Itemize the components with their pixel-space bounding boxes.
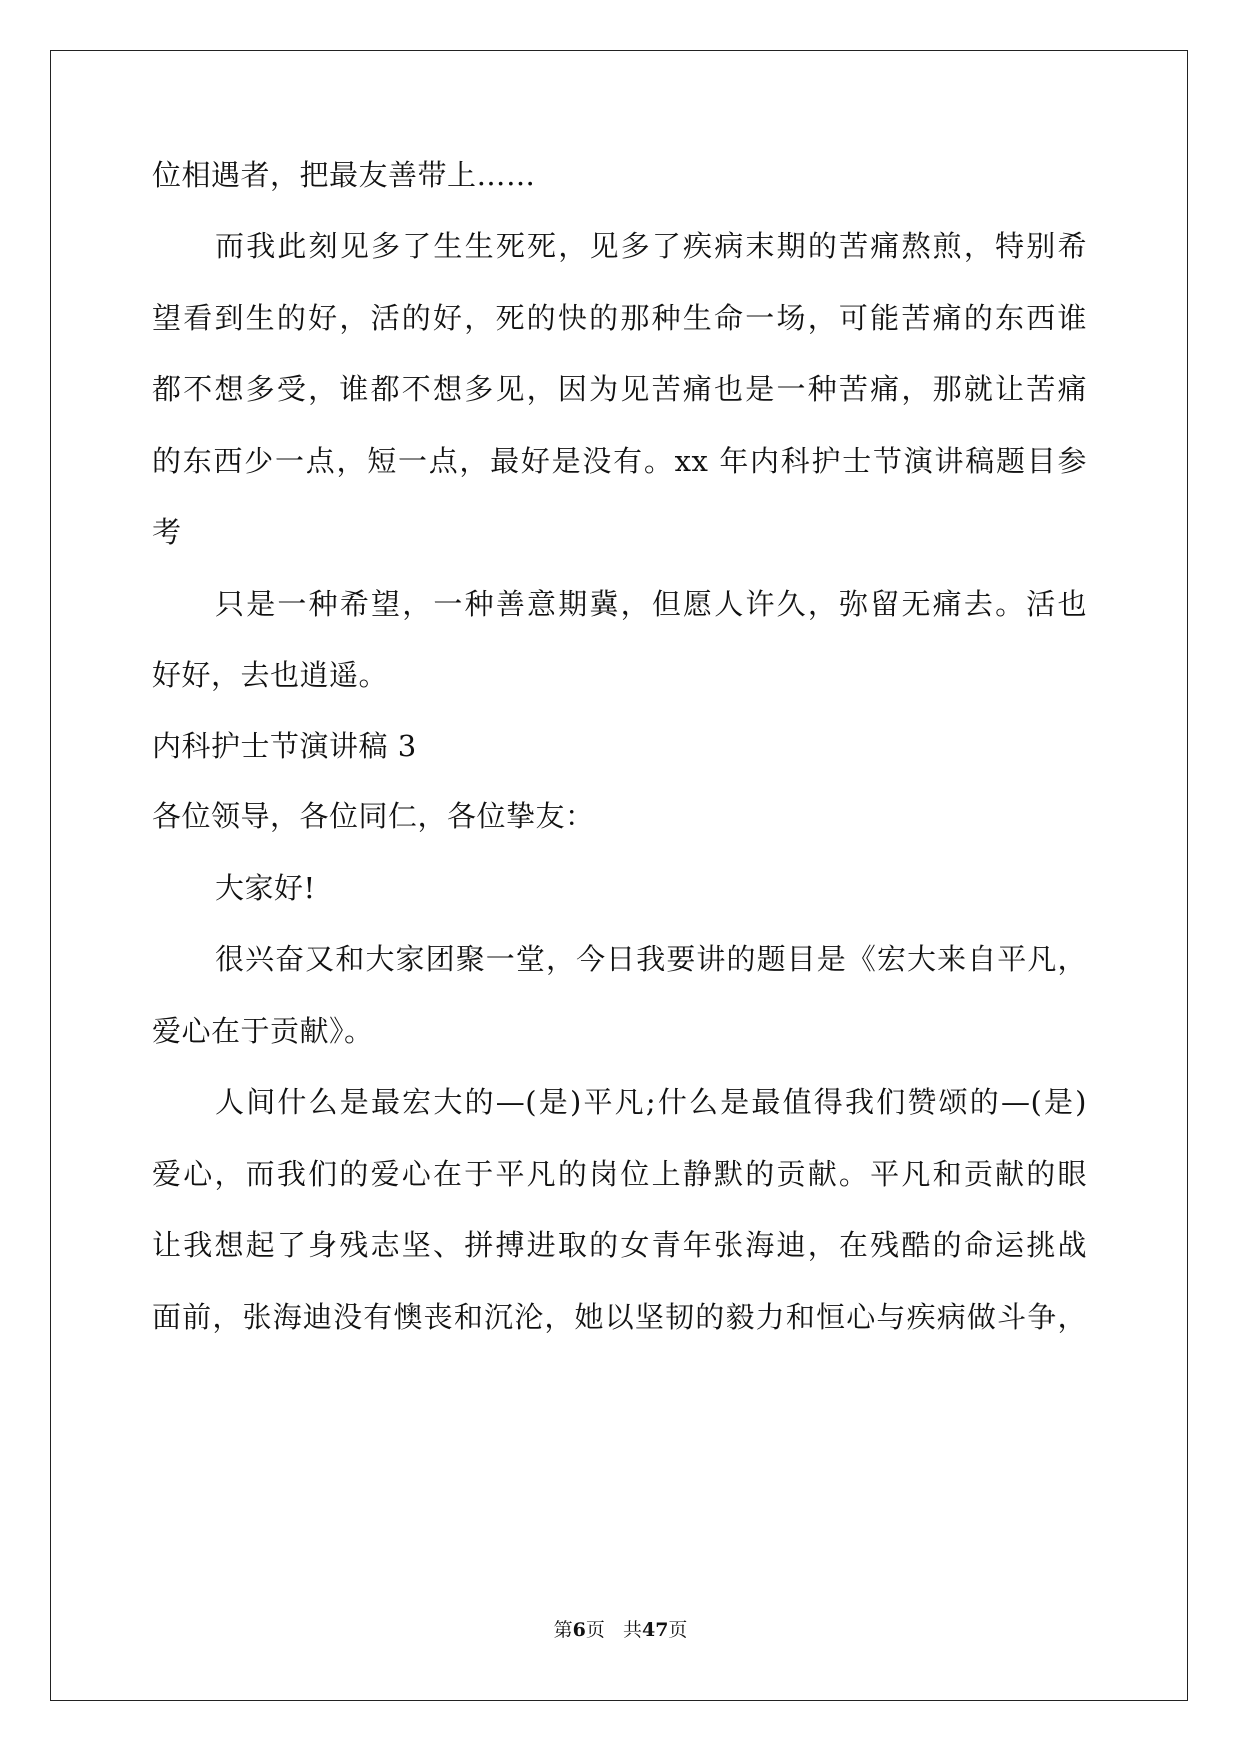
greeting: 大家好! (215, 871, 316, 905)
body-line-17: 面前，张海迪没有懊丧和沉沦，她以坚韧的毅力和恒心与疾病做斗争， (152, 1300, 1087, 1334)
body-line-6: 考 (152, 515, 182, 549)
current-page-number: 6 (572, 1619, 586, 1641)
salutation: 各位领导，各位同仁，各位挚友： (152, 799, 595, 833)
body-line-3: 望看到生的好，活的好，死的快的那种生命一场，可能苦痛的东西谁 (152, 301, 1087, 335)
body-line-7: 只是一种希望，一种善意期冀，但愿人许久，弥留无痛去。活也 (215, 587, 1087, 621)
body-line-14: 人间什么是最宏大的—(是)平凡;什么是最值得我们赞颂的—(是) (215, 1085, 1087, 1119)
section-heading: 内科护士节演讲稿 3 (152, 729, 417, 763)
body-line-12: 很兴奋又和大家团聚一堂，今日我要讲的题目是《宏大来自平凡， (215, 942, 1087, 976)
body-line-1: 位相遇者，把最友善带上…… (152, 158, 536, 192)
footer-total-suffix: 页 (668, 1619, 688, 1641)
footer-page-suffix: 页 (585, 1619, 605, 1641)
body-line-15: 爱心，而我们的爱心在于平凡的岗位上静默的贡献。平凡和贡献的眼 (152, 1157, 1087, 1191)
total-pages-number: 47 (641, 1619, 669, 1641)
footer-total-prefix: 共 (622, 1619, 642, 1641)
page-footer (0, 1618, 1241, 1642)
body-line-5: 的东西少一点，短一点，最好是没有。xx 年内科护士节演讲稿题目参 (152, 444, 1087, 478)
body-line-8: 好好，去也逍遥。 (152, 658, 389, 692)
body-line-16: 让我想起了身残志坚、拼搏进取的女青年张海迪，在残酷的命运挑战 (152, 1228, 1087, 1262)
body-line-13: 爱心在于贡献》。 (152, 1014, 374, 1048)
body-line-2: 而我此刻见多了生生死死，见多了疾病末期的苦痛熬煎，特别希 (215, 229, 1087, 263)
footer-prefix: 第 (553, 1619, 573, 1641)
body-line-4: 都不想多受，谁都不想多见，因为见苦痛也是一种苦痛，那就让苦痛 (152, 372, 1087, 406)
